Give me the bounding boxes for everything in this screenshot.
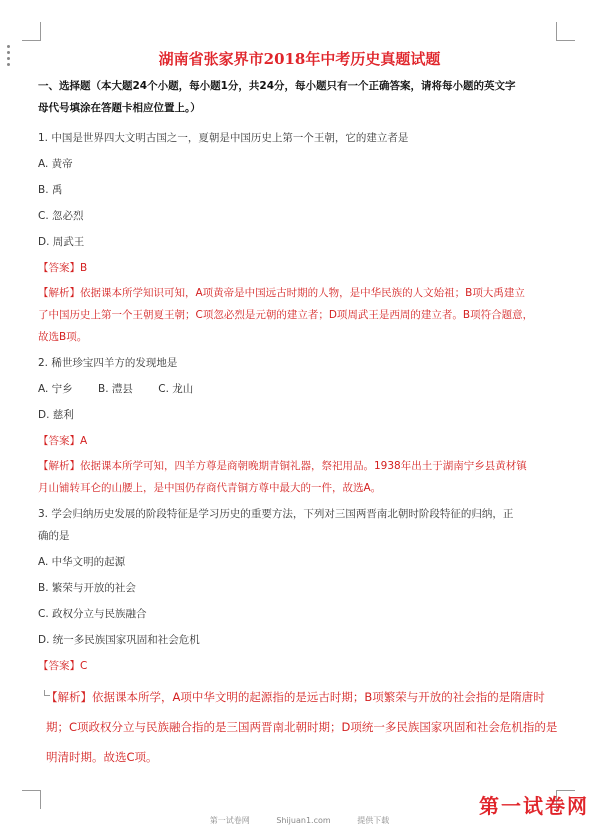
question-3-option-d: D. 统一多民族国家巩固和社会危机: [38, 634, 200, 646]
question-1-explain-1: 【解析】依据课本所学知识可知，A项黄帝是中国远古时期的人物，是中华民族的人文始祖；B项大禹建立: [38, 287, 525, 299]
question-3-stem-2: 确的是: [38, 530, 70, 542]
footer-site-url: Shijuan1.com: [276, 816, 331, 825]
crop-mark-top-left: [22, 22, 41, 41]
section-heading: 一、选择题（本大题24个小题，每小题1分，共24分，每小题只有一个正确答案，请将每小题的英文字: [38, 80, 516, 92]
footer-site-name: 第一试卷网: [209, 816, 250, 825]
question-2-option-d: D. 慈利: [38, 409, 74, 421]
section-heading-cont: 母代号填涂在答题卡相应位置上。）: [38, 102, 201, 114]
question-2-option-c: C. 龙山: [158, 383, 194, 395]
page-title: 湖南省张家界市2018年中考历史真题试题: [158, 50, 441, 68]
page-footer: [0, 815, 599, 826]
question-3-explain-3: 明清时期。故选C项。: [46, 750, 158, 764]
question-2-explain-2: 月山铺转耳仑的山腰上，是中国仍存商代青铜方尊中最大的一件，故选A。: [38, 482, 382, 494]
question-1-explain-3: 故选B项。: [38, 331, 88, 343]
crop-mark-top-right: [556, 22, 575, 41]
question-1-stem: 1. 中国是世界四大文明古国之一，夏朝是中国历史上第一个王朝，它的建立者是: [38, 132, 409, 144]
question-2-stem: 2. 稀世珍宝四羊方的发现地是: [38, 357, 178, 369]
question-1-option-c: C. 忽必烈: [38, 210, 84, 222]
footer-download-text: 提供下载: [357, 816, 390, 825]
question-3-explain-2: 期；C项政权分立与民族融合指的是三国两晋南北朝时期；D项统一多民族国家巩固和社会危机指的是: [46, 720, 558, 734]
question-2-explain-1: 【解析】依据课本所学可知，四羊方尊是商朝晚期青铜礼器，祭祀用品。1938年出土于湖南宁乡县黄材镇: [38, 460, 527, 472]
question-3-explain-1: 【解析】依据课本所学，A项中华文明的起源指的是远古时期；B项繁荣与开放的社会指的是隋唐时: [46, 690, 545, 704]
question-1-option-b: B. 禹: [38, 184, 63, 196]
watermark-logo: 第一试卷网: [479, 794, 589, 818]
paragraph-anchor-icon: [44, 690, 50, 696]
question-2-options-row: [38, 381, 568, 397]
question-1-option-d: D. 周武王: [38, 236, 85, 248]
question-2-answer: 【答案】A: [38, 435, 88, 447]
question-2-option-b: B. 澧县: [98, 383, 133, 395]
document-body: [38, 78, 568, 766]
question-3-option-b: B. 繁荣与开放的社会: [38, 582, 136, 594]
question-3-answer: 【答案】C: [38, 660, 88, 672]
question-1-answer: 【答案】B: [38, 262, 88, 274]
question-3-option-c: C. 政权分立与民族融合: [38, 608, 147, 620]
question-3-stem-1: 3. 学会归纳历史发展的阶段特征是学习历史的重要方法，下列对三国两晋南北朝时阶段特征的归纳，正: [38, 508, 514, 520]
crop-mark-bottom-left: [22, 790, 41, 809]
question-1-option-a: A. 黄帝: [38, 158, 73, 170]
question-3-option-a: A. 中华文明的起源: [38, 556, 126, 568]
question-1-explain-2: 了中国历史上第一个王朝夏王朝；C项忽必烈是元朝的建立者；D项周武王是西周的建立者。B项符合题意，: [38, 309, 534, 321]
question-2-option-a: A. 宁乡: [38, 383, 73, 395]
